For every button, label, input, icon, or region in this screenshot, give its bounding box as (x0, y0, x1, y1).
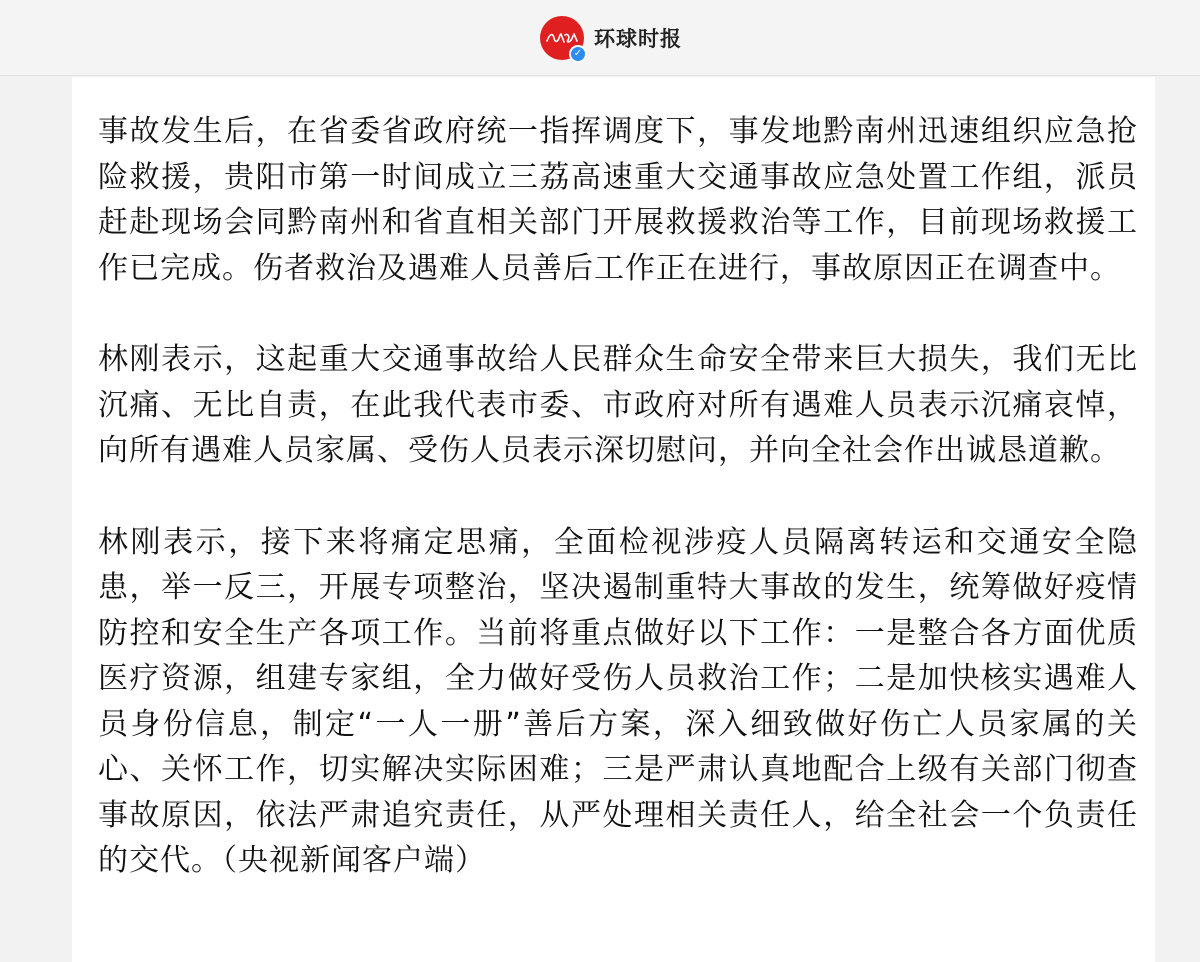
huanqiu-logo-icon (546, 31, 578, 45)
article-paragraph: 林刚表示，接下来将痛定思痛，全面检视涉疫人员隔离转运和交通安全隐患，举一反三，开展专项整治，坚决遏制重特大事故的发生，统筹做好疫情防控和安全生产各项工作。当前将重点做好以下工作：一是整合各方面优质医疗资源，组建专家组，全力做好受伤人员救治工作；二是加快核实遇难人员身份信息，制定“一人一册”善后方案，深入细致做好伤亡人员家属的关心、关怀工作，切实解决实际困难；三是严肃认真地配合上级有关部门彻查事故原因，依法严肃追究责任，从严处理相关责任人，给全社会一个负责任的交代。（央视新闻客户端） (98, 524, 1138, 878)
verified-badge-icon: ✓ (569, 45, 587, 63)
account-brand[interactable] (540, 16, 682, 60)
article-content (98, 109, 1138, 930)
account-avatar[interactable] (540, 16, 584, 60)
article-paragraph: 林刚表示，这起重大交通事故给人民群众生命安全带来巨大损失，我们无比沉痛、无比自责，在此我代表市委、市政府对所有遇难人员表示沉痛哀悼，向所有遇难人员家属、受伤人员表示深切慰问，并向全社会作出诚恳道歉。 (98, 342, 1138, 468)
top-bar (0, 0, 1200, 76)
article-card (72, 77, 1155, 962)
account-name[interactable]: 环球时报 (594, 27, 682, 51)
article-paragraph: 事故发生后，在省委省政府统一指挥调度下，事发地黔南州迅速组织应急抢险救援，贵阳市第一时间成立三荔高速重大交通事故应急处置工作组，派员赶赴现场会同黔南州和省直相关部门开展救援救治等工作，目前现场救援工作已完成。伤者救治及遇难人员善后工作正在进行，事故原因正在调查中。 (98, 114, 1138, 286)
